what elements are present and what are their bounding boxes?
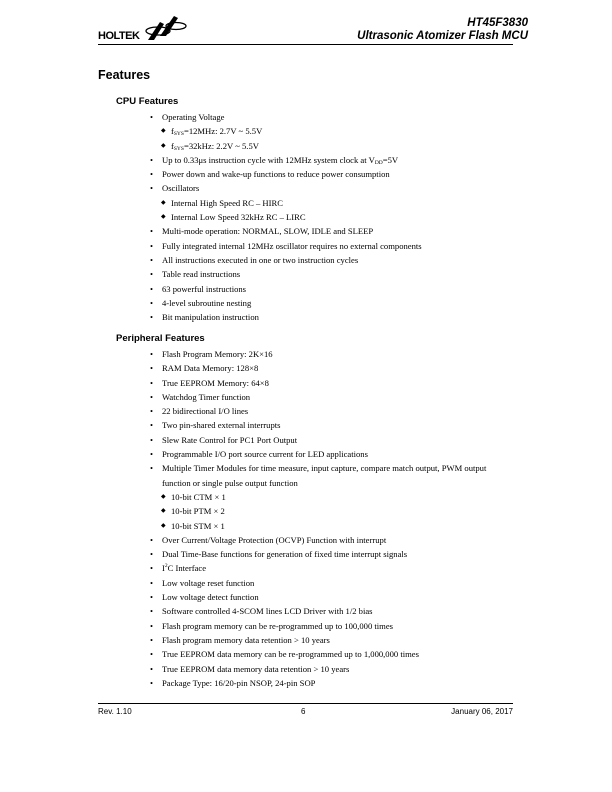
svg-text:HOLTEK: HOLTEK <box>98 30 140 42</box>
bullet-icon: • <box>150 677 154 688</box>
document-title: Ultrasonic Atomizer Flash MCU <box>357 30 528 42</box>
list-item <box>150 296 510 310</box>
list-item <box>150 590 510 604</box>
bullet-icon: • <box>150 449 154 460</box>
list-item <box>150 561 510 575</box>
bullet-icon: • <box>150 577 154 588</box>
list-item <box>150 418 510 432</box>
bullet-icon: • <box>150 169 154 180</box>
list-item <box>150 347 510 361</box>
diamond-bullet-icon: ◆ <box>161 508 166 515</box>
list-item <box>150 167 510 181</box>
header-rule <box>98 44 513 45</box>
bullet-icon: • <box>150 154 154 165</box>
sub-list-item <box>150 519 510 533</box>
diamond-bullet-icon: ◆ <box>161 493 166 500</box>
list-item <box>150 619 510 633</box>
item-text: Operating Voltage <box>162 112 225 122</box>
holtek-logo <box>98 14 190 44</box>
page-title: Features <box>98 68 151 82</box>
item-text: Fully integrated internal 12MHz oscillator requires no external components <box>162 240 422 251</box>
footer-rule <box>98 703 513 704</box>
item-text: Multiple Timer Modules for time measure, input capture, compare match output, PWM output function or single pulse output function <box>162 463 487 488</box>
list-item <box>150 433 510 447</box>
item-pre: I <box>162 563 165 574</box>
item-text: Low voltage detect function <box>162 592 259 603</box>
list-item <box>150 267 510 281</box>
item-text: Bit manipulation instruction <box>162 312 259 323</box>
diamond-bullet-icon: ◆ <box>161 199 166 206</box>
diamond-bullet-icon: ◆ <box>161 522 166 529</box>
bullet-icon: • <box>150 240 154 251</box>
bullet-icon: • <box>150 377 154 388</box>
list-item <box>150 533 510 547</box>
item-sub: SYS <box>173 145 184 152</box>
item-text: Table read instructions <box>162 269 241 280</box>
bullet-icon: • <box>150 406 154 417</box>
list-item <box>150 110 510 124</box>
list-item <box>150 361 510 375</box>
bullet-icon: • <box>150 563 154 574</box>
list-item <box>150 604 510 618</box>
sub-list-item <box>150 124 510 138</box>
list-item <box>150 633 510 647</box>
sub-list-item <box>150 210 510 224</box>
bullet-icon: • <box>150 592 154 603</box>
list-item <box>150 390 510 404</box>
item-post: =12MHz: 2.7V ~ 5.5V <box>183 126 263 137</box>
item-pre: Up to 0.33μs instruction cycle with 12MHz system clock at V <box>162 154 375 165</box>
item-pre: f <box>171 140 174 151</box>
list-item <box>150 647 510 661</box>
item-text: 10-bit PTM × 2 <box>171 506 225 517</box>
item-text: Low voltage reset function <box>162 577 255 588</box>
bullet-icon: • <box>150 663 154 674</box>
diamond-bullet-icon: ◆ <box>161 128 166 135</box>
item-text: Package Type: 16/20-pin NSOP, 24-pin SOP <box>162 677 316 688</box>
item-post: =32kHz: 2.2V ~ 5.5V <box>183 140 259 151</box>
item-text: True EEPROM data memory data retention > 10 years <box>162 663 350 674</box>
item-text: 4-level subroutine nesting <box>162 297 252 308</box>
diamond-bullet-icon: ◆ <box>161 142 166 149</box>
item-text: RAM Data Memory: 128×8 <box>162 363 259 374</box>
list-item <box>150 576 510 590</box>
diamond-bullet-icon: ◆ <box>161 214 166 221</box>
item-sup: 2 <box>164 563 168 570</box>
item-text: Flash program memory can be re-programmed up to 100,000 times <box>162 620 394 631</box>
item-text: Over Current/Voltage Protection (OCVP) Function with interrupt <box>162 534 387 545</box>
bullet-icon: • <box>150 420 154 431</box>
list-item <box>150 676 510 690</box>
part-number: HT45F3830 <box>467 17 528 29</box>
item-text: Multi-mode operation: NORMAL, SLOW, IDLE and SLEEP <box>162 226 374 237</box>
list-item <box>150 447 510 461</box>
bullet-icon: • <box>150 254 154 265</box>
list-item <box>150 376 510 390</box>
list-item <box>150 181 510 195</box>
revision: Rev. 1.10 <box>98 707 132 716</box>
bullet-icon: • <box>150 112 154 122</box>
item-text: Flash Program Memory: 2K×16 <box>162 349 273 359</box>
bullet-icon: • <box>150 183 154 194</box>
item-text: 63 powerful instructions <box>162 283 247 294</box>
item-text: 10-bit STM × 1 <box>171 520 225 531</box>
item-text: Two pin-shared external interrupts <box>162 420 281 431</box>
list-item <box>150 310 510 324</box>
list-item <box>150 547 510 561</box>
item-post: C Interface <box>167 563 207 574</box>
bullet-icon: • <box>150 434 154 445</box>
item-text: True EEPROM data memory can be re-programmed up to 1,000,000 times <box>162 649 419 660</box>
peripheral-features-heading: Peripheral Features <box>116 333 205 344</box>
cpu-features-list <box>150 110 510 324</box>
sub-list-item <box>150 490 510 504</box>
item-sub: DD <box>374 159 383 166</box>
item-text: Internal Low Speed 32kHz RC – LIRC <box>171 212 306 223</box>
document-header <box>357 17 528 43</box>
bullet-icon: • <box>150 283 154 294</box>
item-pre: f <box>171 126 174 137</box>
bullet-icon: • <box>150 363 154 374</box>
bullet-icon: • <box>150 226 154 237</box>
list-item <box>150 224 510 238</box>
item-text: Flash program memory data retention > 10 years <box>162 634 330 645</box>
page-number: 6 <box>301 707 306 716</box>
sub-list-item <box>150 196 510 210</box>
date: January 06, 2017 <box>451 707 513 716</box>
bullet-icon: • <box>150 269 154 280</box>
bullet-icon: • <box>150 312 154 323</box>
bullet-icon: • <box>150 463 154 474</box>
bullet-icon: • <box>150 391 154 402</box>
list-item <box>150 282 510 296</box>
item-text: True EEPROM Memory: 64×8 <box>162 377 269 388</box>
list-item <box>150 404 510 418</box>
item-text: 10-bit CTM × 1 <box>171 491 226 502</box>
list-item <box>150 461 510 490</box>
list-item <box>150 153 510 167</box>
bullet-icon: • <box>150 349 154 359</box>
bullet-icon: • <box>150 549 154 560</box>
item-text: All instructions executed in one or two instruction cycles <box>162 254 359 265</box>
bullet-icon: • <box>150 634 154 645</box>
item-text: Internal High Speed RC – HIRC <box>171 197 283 208</box>
list-item <box>150 662 510 676</box>
cpu-features-heading: CPU Features <box>116 96 179 107</box>
item-text: 22 bidirectional I/O lines <box>162 406 249 417</box>
bullet-icon: • <box>150 534 154 545</box>
peripheral-features-list <box>150 347 510 690</box>
item-text: Dual Time-Base functions for generation of fixed time interrupt signals <box>162 549 408 560</box>
item-sub: SYS <box>173 131 184 138</box>
item-text: Oscillators <box>162 183 200 194</box>
item-text: Programmable I/O port source current for LED applications <box>162 449 368 460</box>
item-text: Power down and wake-up functions to reduce power consumption <box>162 169 390 180</box>
sub-list-item <box>150 139 510 153</box>
item-text: Watchdog Timer function <box>162 391 251 402</box>
bullet-icon: • <box>150 649 154 660</box>
list-item <box>150 253 510 267</box>
bullet-icon: • <box>150 620 154 631</box>
item-text: Software controlled 4-SCOM lines LCD Driver with 1/2 bias <box>162 606 373 617</box>
bullet-icon: • <box>150 606 154 617</box>
sub-list-item <box>150 504 510 518</box>
bullet-icon: • <box>150 297 154 308</box>
list-item <box>150 239 510 253</box>
item-text: Slew Rate Control for PC1 Port Output <box>162 434 298 445</box>
item-post: =5V <box>382 154 399 165</box>
